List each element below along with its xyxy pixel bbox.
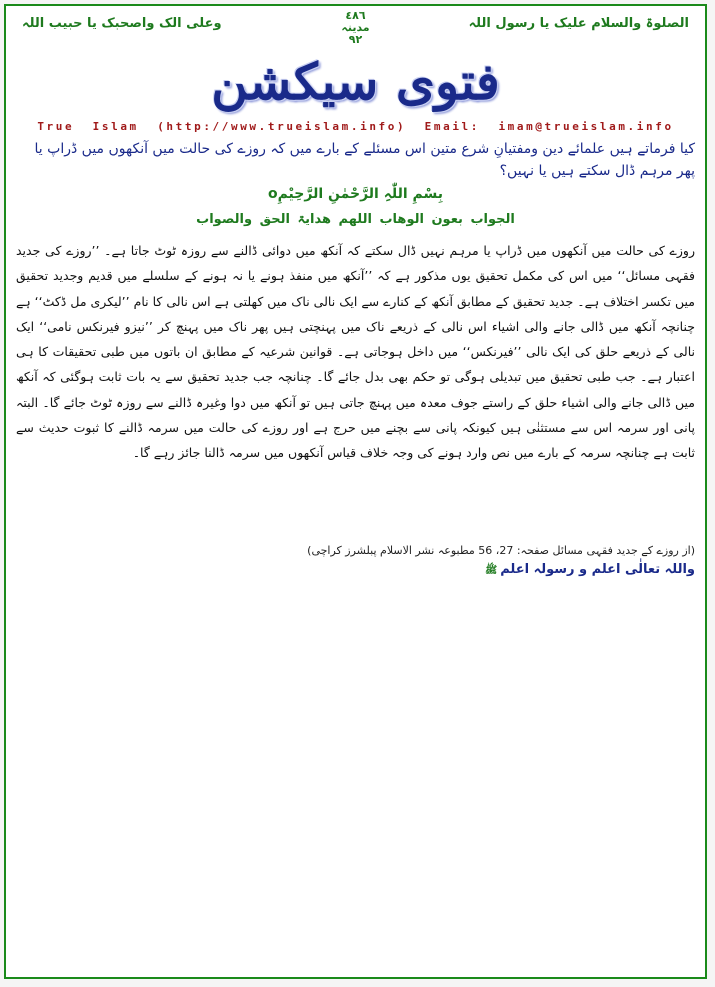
closing-text: واللہ تعالٰی اعلم و رسولہ اعلم: [500, 562, 695, 577]
answer-heading: الجواب بعون الوھاب اللھم ھدایۃ الحق والصواب: [196, 212, 515, 227]
honorific-symbol: ﷺ: [485, 565, 498, 576]
fatwa-number-mid: مدینہ: [341, 21, 370, 34]
fatwa-number-top: ٤٨٦: [345, 9, 366, 22]
fatwa-number: [341, 10, 369, 46]
closing-line: [16, 562, 695, 578]
answer-body: روزے کی حالت میں آنکھوں میں ڈراپ یا مرہم نہیں ڈال سکتے کہ آنکھ میں دوائی ڈالنے سے روزہ ٹوٹ جاتا ہے۔ ’’روزے کی جدید فقہی مسائل‘‘ میں اس کی مکمل تحقیق یوں مذکور ہے کہ ’’آنکھ میں منفذ ہونے یا نہ ہونے کے سلسلے میں قدیم وجدید تحقیق میں تکسر اختلاف ہے۔ جدید تحقیق کے مطابق آنکھ کے کنارے سے ایک نالی ناک میں کھلتی ہے اس نالی کا نام ’’لیکری مل ڈکٹ‘‘ ہے چنانچہ آنکھ میں ڈالی جانے والی اشیاء اس نالی کے ذریعے ناک میں پہنچتی ہیں پھر ناک میں پہنچ کر ’’نیزو فیرنکس نامی‘‘ ایک نالی کے ذریعے حلق کی ایک نالی ’’فیرنکس‘‘ میں داخل ہوجاتی ہے۔ قوانین شرعیہ کے مطابق ان باتوں میں طبی تحقیقات کا ہی اعتبار ہے۔ جب طبی تحقیق میں تبدیلی ہوگی تو حکم بھی بدل جائے گا۔ چنانچہ جب جدید تحقیق سے یہ بات ثابت ہوگئی کہ آنکھ میں ڈالی جانے والی اشیاء حلق کے راستے جوف معدہ میں پہنچ جاتی ہیں تو آنکھ میں دوا وغیرہ ڈالنے سے روزہ ٹوٹ جائے گا۔ البتہ پانی اور سرمہ اس سے مستثنٰی ہیں کیونکہ پانی سے بچنے میں حرج ہے اور روزے کی حالت میں سرمہ ڈالنے کا ثبوت حدیث سے ثابت ہے چنانچہ سرمہ کے بارے میں نص وارد ہونے کی وجہ خلاف قیاس آنکھوں میں سرمہ ڈالنا جائز رہے گا۔: [16, 243, 695, 461]
salutation-left: وعلی الک واصحبک یا حبیب اللہ: [22, 16, 222, 31]
fatwa-number-bottom: ٩٢: [348, 33, 363, 46]
salutation-right: الصلوۃ والسلام علیک یا رسول اللہ: [468, 16, 689, 31]
page-title: فتوی سیکشن: [211, 52, 500, 111]
question-text: کیا فرماتے ہیں علمائے دین ومفتیانِ شرع متین اس مسئلے کے بارے میں کہ روزے کی حالت میں آنکھوں میں ڈراپ یا پھر مرہم ڈال سکتے ہیں یا نہیں؟: [34, 141, 695, 179]
page-frame: [4, 4, 707, 979]
contact-line: True Islam (http://www.trueislam.info) Email: imam@trueislam.info: [37, 120, 674, 133]
reference-citation: (از روزے کے جدید فقہی مسائل صفحہ: 27، 56 مطبوعہ نشر الاسلام پبلشرز کراچی): [307, 544, 695, 557]
basmala: بِسْمِ اللّٰہِ الرَّحْمٰنِ الرَّحِیْمِo: [267, 186, 444, 202]
header-row: [16, 10, 695, 50]
